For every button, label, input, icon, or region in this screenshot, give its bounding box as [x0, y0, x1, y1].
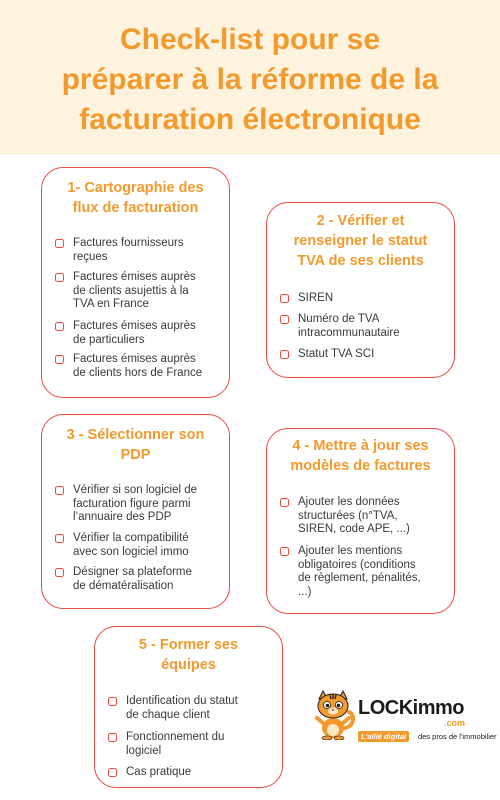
checkbox-icon[interactable] [280, 547, 289, 556]
checkbox-icon[interactable] [280, 315, 289, 324]
card-title-line: renseigner le statut [293, 233, 428, 249]
card-statut-tva [266, 202, 455, 378]
checklist-item: Identification du statut de chaque client [108, 695, 238, 722]
card-selectionner-pdp [41, 414, 230, 609]
checkbox-icon[interactable] [55, 239, 64, 248]
checklist-item: Fonctionnement du logiciel [108, 731, 224, 758]
page-title-line-3: facturation électronique [79, 103, 421, 136]
card-title-line: PDP [120, 447, 151, 463]
checklist-item: Statut TVA SCI [280, 348, 374, 362]
tagline-text: des pros de l'immobilier [418, 732, 497, 741]
checklist-item: Factures fournisseurs reçues [55, 237, 184, 264]
checkbox-icon[interactable] [55, 568, 64, 577]
checkbox-icon[interactable] [280, 294, 289, 303]
checkbox-icon[interactable] [55, 355, 64, 364]
checklist-item: Factures émises auprès de particuliers [55, 320, 196, 347]
card-title-line: 5 - Former ses [138, 637, 239, 653]
checkbox-icon[interactable] [55, 273, 64, 282]
checkbox-icon[interactable] [280, 350, 289, 359]
checkbox-icon[interactable] [108, 697, 117, 706]
checklist-item: Désigner sa plateforme de dématéralisation [55, 566, 192, 593]
checkbox-icon[interactable] [108, 733, 117, 742]
brand-name: LOCKimmo [358, 697, 464, 719]
cat-mascot-icon [311, 690, 357, 740]
page-title-line-2: préparer à la réforme de la [61, 63, 439, 96]
checkbox-icon[interactable] [55, 322, 64, 331]
checklist-item: SIREN [280, 292, 333, 306]
checklist-item: Vérifier si son logiciel de facturation figure parmi l’annuaire des PDP [55, 484, 197, 525]
checkbox-icon[interactable] [108, 768, 117, 777]
card-cartographie [41, 167, 230, 398]
checklist-item: Cas pratique [108, 766, 191, 780]
card-modeles-factures [266, 428, 455, 614]
card-title-line: flux de facturation [72, 200, 199, 216]
tagline-highlight: L'allié digital [358, 731, 409, 742]
checkbox-icon[interactable] [55, 486, 64, 495]
card-title-line: TVA de ses clients [297, 253, 424, 269]
checklist-item: Ajouter les données structurées (n°TVA, SIREN, code APE, ...) [280, 496, 410, 537]
checklist-item: Vérifier la compatibilité avec son logiciel immo [55, 532, 189, 559]
card-title-line: modèles de factures [290, 458, 431, 474]
checklist-item: Ajouter les mentions obligatoires (conditions de règlement, pénalités, ...) [280, 545, 421, 599]
checklist-item: Numéro de TVA intracommunautaire [280, 313, 400, 340]
checklist-item: Factures émises auprès de clients hors de France [55, 353, 202, 380]
brand-domain: .com [444, 718, 466, 728]
card-former-equipes [94, 626, 283, 788]
card-title-line: 2 - Vérifier et [316, 213, 405, 229]
checklist-item: Factures émises auprès de clients asujettis à la TVA en France [55, 271, 196, 312]
card-title-line: 3 - Sélectionner son [66, 427, 205, 443]
page-title-line-1: Check-list pour se [119, 23, 381, 56]
checkbox-icon[interactable] [280, 498, 289, 507]
checkbox-icon[interactable] [55, 534, 64, 543]
card-title-line: 4 - Mettre à jour ses [292, 438, 429, 454]
card-title-line: équipes [161, 657, 216, 673]
card-title-line: 1- Cartographie des [67, 180, 204, 196]
